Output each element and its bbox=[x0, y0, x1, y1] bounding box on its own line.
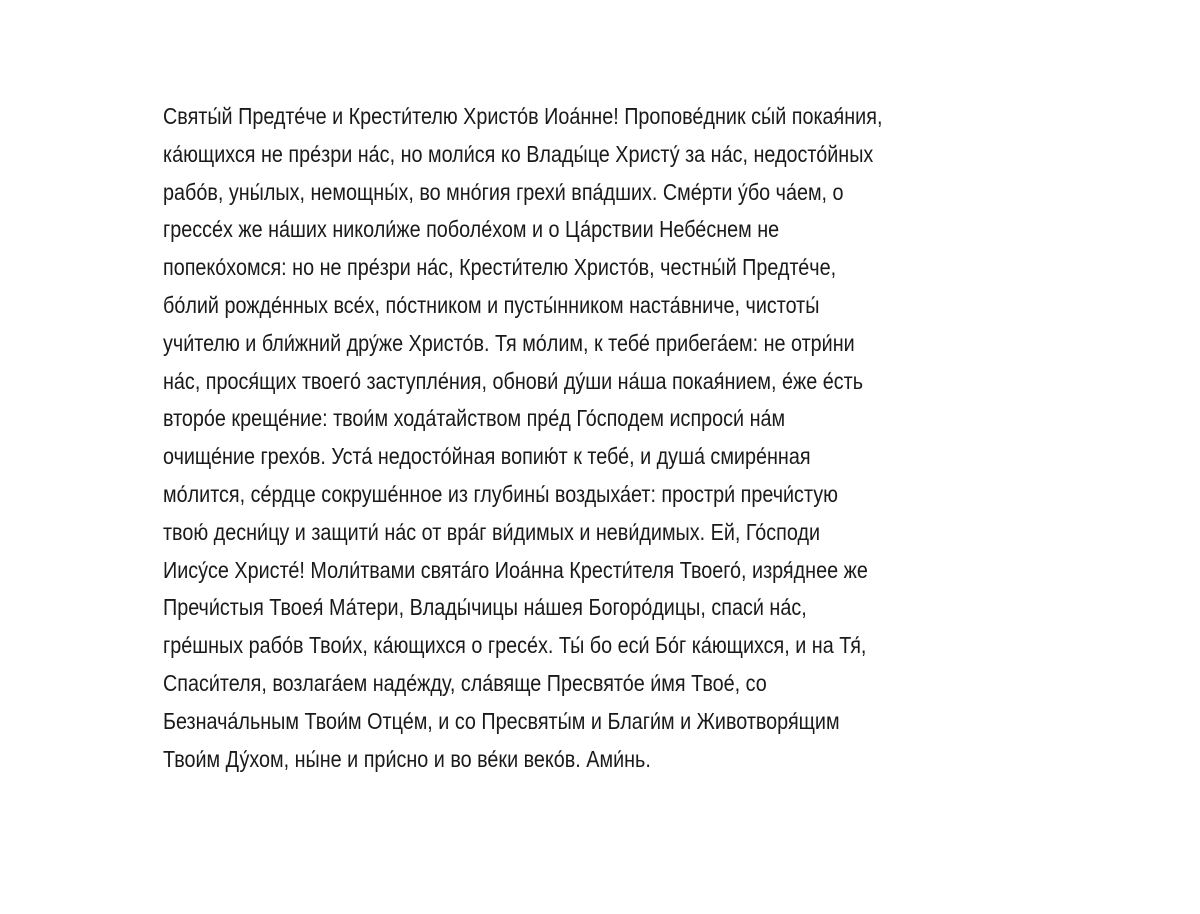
text-line: попеко́хомся: но не пре́зри на́с, Крести́телю Христо́в, честны́й Предте́че, bbox=[163, 254, 837, 281]
text-line: Иису́се Христе́! Моли́твами свята́го Иоа́нна Крести́теля Твоего́, изря́днее же bbox=[163, 556, 868, 583]
text-line: твою́ десни́цу и защити́ на́с от вра́г ви́димых и неви́димых. Ей, Го́споди bbox=[163, 518, 821, 545]
text-line: на́с, прося́щих твоего́ заступле́ния, обнови́ ду́ши на́ша покая́нием, е́же е́сть bbox=[163, 367, 864, 394]
text-line: Святы́й Предте́че и Крести́телю Христо́в Иоа́нне! Пропове́дник сы́й покая́ния, bbox=[163, 103, 883, 129]
text-line: бо́лий рожде́нных все́х, по́стником и пусты́нником наста́вниче, чистоты́ bbox=[163, 291, 820, 318]
text-line: ка́ющихся не пре́зри на́с, но моли́ся ко Влады́це Христу́ за на́с, недосто́йных bbox=[163, 140, 874, 167]
text-line: мо́лится, се́рдце сокруше́нное из глубины́ воздыха́ет: простри́ пречи́стую bbox=[163, 480, 838, 507]
prayer-text bbox=[163, 98, 1163, 778]
text-line: Пречи́стыя Твоея́ Ма́тери, Влады́чицы на́шея Богоро́дицы, спаси́ на́с, bbox=[163, 594, 807, 621]
text-line: грессе́х же на́ших николи́же поболе́хом и о Ца́рствии Небе́снем не bbox=[163, 216, 780, 243]
text-line: рабо́в, уны́лых, немощны́х, во мно́гия грехи́ впа́дших. Сме́рти у́бо ча́ем, о bbox=[163, 178, 844, 205]
text-line: очище́ние грехо́в. Уста́ недосто́йная вопию́т к тебе́, и душа́ смире́нная bbox=[163, 443, 811, 470]
text-line: второ́е креще́ние: твои́м хода́тайством пре́д Го́сподем испроси́ на́м bbox=[163, 405, 786, 432]
text-line: Безнача́льным Твои́м Отце́м, и со Пресвяты́м и Благи́м и Животворя́щим bbox=[163, 707, 840, 734]
text-line: Спаси́теля, возлага́ем наде́жду, сла́вяще Пресвято́е и́мя Твое́, со bbox=[163, 669, 767, 696]
text-line: гре́шных рабо́в Твои́х, ка́ющихся о гресе́х. Ты́ бо еси́ Бо́г ка́ющихся, и на Тя́, bbox=[163, 632, 867, 659]
text-line: учи́телю и бли́жний дру́же Христо́в. Тя мо́лим, к тебе́ прибега́ем: не отри́ни bbox=[163, 329, 855, 356]
text-line: Твои́м Ду́хом, ны́не и при́сно и во ве́ки веко́в. Ами́нь. bbox=[163, 745, 651, 772]
